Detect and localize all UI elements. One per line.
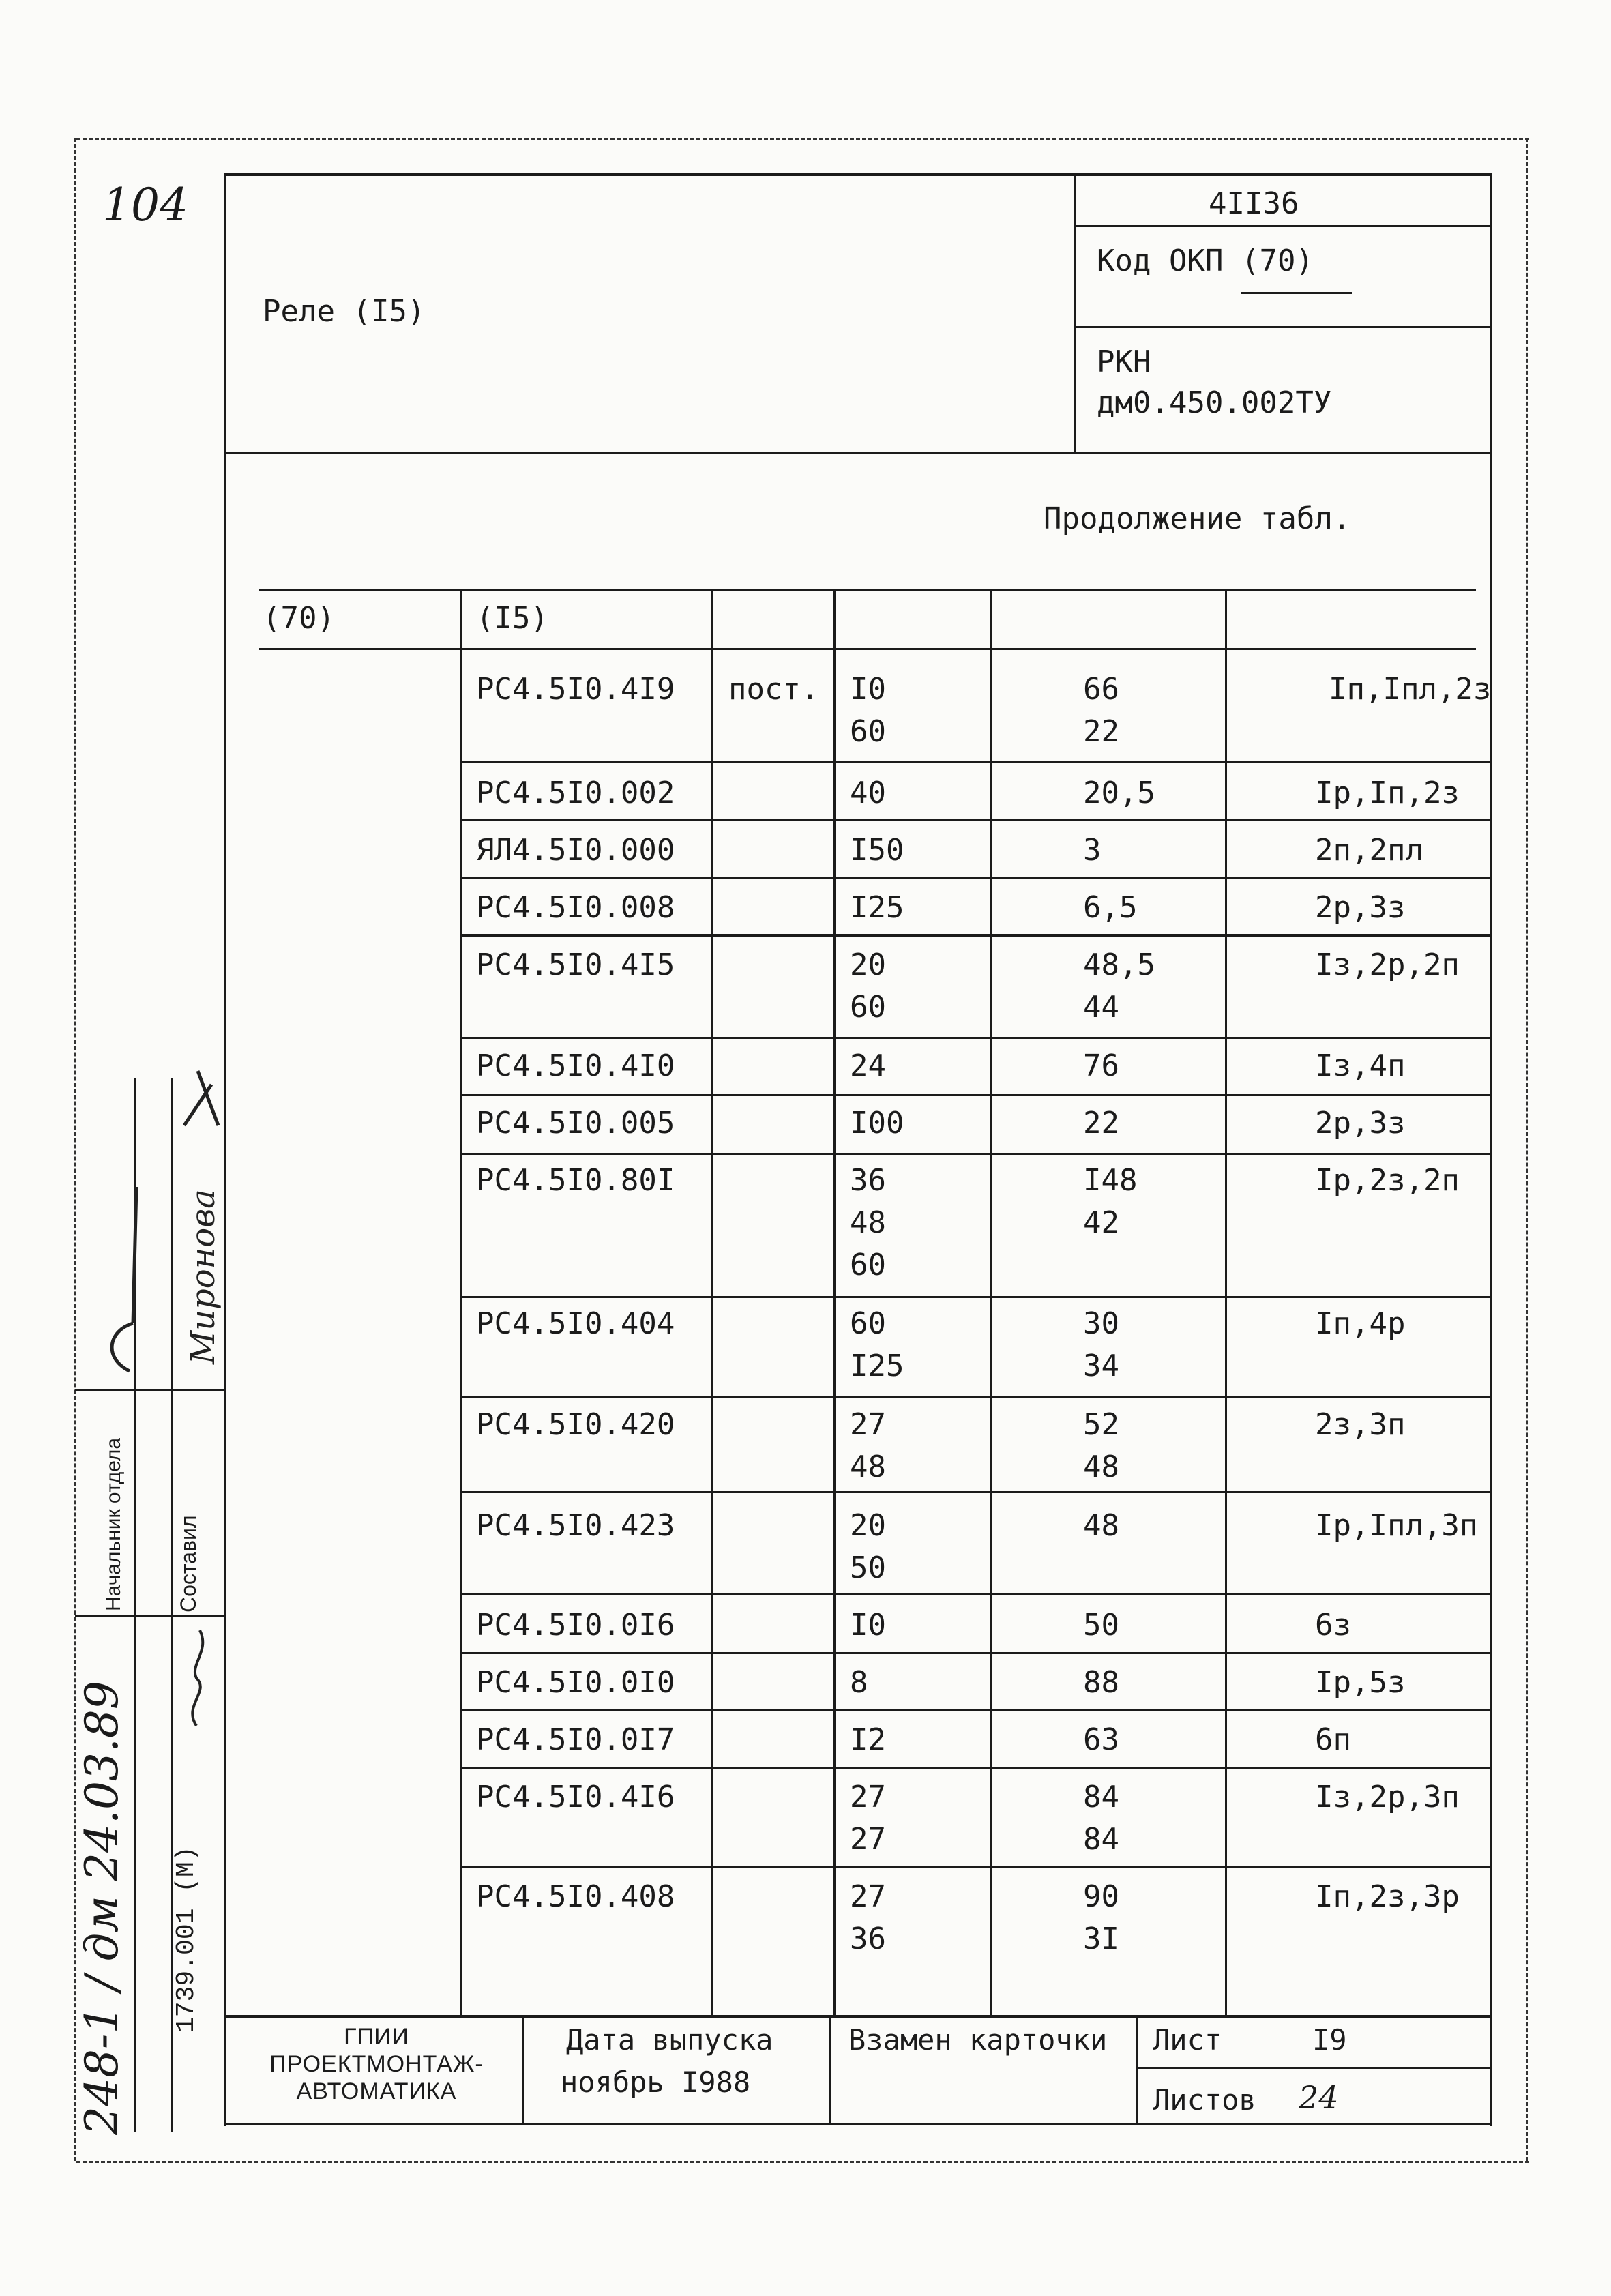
- row-value: 48,5: [1083, 947, 1155, 982]
- row-value: 48: [1083, 1449, 1119, 1484]
- row-voltage: 40: [850, 776, 886, 810]
- row-voltage: 48: [850, 1449, 886, 1484]
- row-separator: [460, 819, 1490, 821]
- page-number: 104: [102, 179, 188, 231]
- row-voltage: 27: [850, 1879, 886, 1914]
- col-header-70: (70): [263, 601, 335, 636]
- card-number: 4II36: [1209, 186, 1299, 221]
- row-voltage: 48: [850, 1205, 886, 1240]
- row-separator: [460, 1767, 1490, 1769]
- signature-head: [82, 1160, 164, 1385]
- release-value: ноябрь I988: [561, 2065, 751, 2099]
- frame-right: [1490, 173, 1492, 2126]
- row-voltage: I0: [850, 672, 886, 707]
- row-code: РС4.5I0.0I0: [476, 1665, 675, 1700]
- row-separator: [460, 1709, 1490, 1711]
- row-contacts: 6з: [1315, 1608, 1351, 1643]
- frame-left: [224, 173, 226, 2126]
- footer-bottom-line: [224, 2123, 1492, 2125]
- row-separator: [460, 1866, 1490, 1868]
- row-value: 34: [1083, 1349, 1119, 1383]
- row-value: 84: [1083, 1822, 1119, 1857]
- row-code: РС4.5I0.4I0: [476, 1048, 675, 1083]
- side-divider-2: [75, 1615, 224, 1617]
- org-line: ПРОЕКТМОНТАЖ-: [269, 2051, 484, 2077]
- row-separator: [460, 761, 1490, 763]
- row-voltage: 60: [850, 714, 886, 749]
- row-code: РС4.5I0.420: [476, 1407, 675, 1442]
- sheets-label: Листов: [1153, 2083, 1256, 2117]
- row-contacts: Iз,4п: [1315, 1048, 1406, 1083]
- col-line-3: [833, 589, 836, 2015]
- sheet-value: I9: [1312, 2023, 1347, 2057]
- continuation-label: Продолжение табл.: [1044, 501, 1351, 536]
- side-divider-1: [75, 1389, 224, 1391]
- row-contacts: Iз,2р,2п: [1315, 947, 1460, 982]
- row-code: РС4.5I0.002: [476, 776, 675, 810]
- row-code: РС4.5I0.4I5: [476, 947, 675, 982]
- sheet-label: Лист: [1153, 2023, 1222, 2057]
- row-separator: [460, 1037, 1490, 1039]
- row-value: 84: [1083, 1780, 1119, 1814]
- signature-composed: [171, 1044, 239, 1139]
- row-code: РС4.5I0.4I9: [476, 672, 675, 707]
- row-value: 22: [1083, 714, 1119, 749]
- row-contacts: 2р,3з: [1315, 1106, 1406, 1140]
- row-voltage: I50: [850, 833, 904, 868]
- composed-name: Миронова: [184, 1189, 222, 1364]
- row-value: 22: [1083, 1106, 1119, 1140]
- row-value: 88: [1083, 1665, 1119, 1700]
- composed-label: Составил: [176, 1515, 201, 1613]
- row-contacts: Iр,Iп,2з: [1315, 776, 1460, 810]
- row-value: 3: [1083, 833, 1102, 868]
- footer-sheet-line: [1136, 2067, 1490, 2069]
- row-contacts: 6п: [1315, 1722, 1351, 1757]
- row-voltage: 20: [850, 1508, 886, 1543]
- row-value: 42: [1083, 1205, 1119, 1240]
- row-voltage: 36: [850, 1922, 886, 1956]
- row-voltage: 8: [850, 1665, 868, 1700]
- row-voltage: 27: [850, 1822, 886, 1857]
- header-bottom-line: [224, 452, 1492, 454]
- row-contacts: Iр,5з: [1315, 1665, 1406, 1700]
- row-separator: [460, 1396, 1490, 1398]
- device-title: Реле (I5): [263, 294, 426, 329]
- row-current: пост.: [728, 672, 819, 707]
- row-contacts: 2п,2пл: [1315, 833, 1423, 868]
- row-value: I48: [1083, 1163, 1138, 1198]
- row-code: РС4.5I0.80I: [476, 1163, 675, 1198]
- row-code: РС4.5I0.423: [476, 1508, 675, 1543]
- row-voltage: I25: [850, 890, 904, 925]
- row-value: 6,5: [1083, 890, 1138, 925]
- row-voltage: 20: [850, 947, 886, 982]
- row-voltage: I0: [850, 1608, 886, 1643]
- row-voltage: I25: [850, 1349, 904, 1383]
- row-voltage: 60: [850, 1248, 886, 1282]
- org-line: ГПИИ: [344, 2024, 409, 2050]
- row-voltage: 60: [850, 990, 886, 1025]
- table-header-top: [259, 589, 1476, 591]
- row-contacts: Iп,Iпл,2з: [1329, 672, 1492, 707]
- col-line-5: [1225, 589, 1227, 2015]
- row-voltage: I00: [850, 1106, 904, 1140]
- okp-code-underline: [1241, 292, 1352, 294]
- head-label: Начальник отдела: [102, 1437, 125, 1611]
- footer-divider-3: [1136, 2015, 1138, 2123]
- row-value: 90: [1083, 1879, 1119, 1914]
- footer-divider-1: [522, 2015, 524, 2123]
- row-value: 30: [1083, 1306, 1119, 1341]
- release-label: Дата выпуска: [566, 2023, 773, 2057]
- col-header-i5: (I5): [476, 601, 548, 636]
- row-separator: [460, 1153, 1490, 1155]
- row-value: 48: [1083, 1508, 1119, 1543]
- frame-top: [224, 173, 1492, 176]
- col-line-2: [711, 589, 713, 2015]
- row-code: РС4.5I0.4I6: [476, 1780, 675, 1814]
- okp-code-value: (70): [1241, 244, 1314, 278]
- row-code: РС4.5I0.404: [476, 1306, 675, 1341]
- sheets-value: 24: [1299, 2079, 1339, 2116]
- header-divider: [1074, 173, 1076, 452]
- row-separator: [460, 1094, 1490, 1096]
- row-code: РС4.5I0.408: [476, 1879, 675, 1914]
- row-code: РС4.5I0.0I6: [476, 1608, 675, 1643]
- row-separator: [460, 934, 1490, 937]
- row-value: 3I: [1083, 1922, 1119, 1956]
- row-separator: [460, 1652, 1490, 1654]
- footer-top-line: [224, 2015, 1492, 2018]
- signature-small: [176, 1623, 224, 1733]
- row-separator: [460, 1593, 1490, 1595]
- row-code: РС4.5I0.0I7: [476, 1722, 675, 1757]
- okp-code-label: Код ОКП: [1097, 244, 1224, 278]
- col-line-4: [990, 589, 992, 2015]
- row-voltage: 27: [850, 1407, 886, 1442]
- header-right-line-2: [1074, 326, 1492, 328]
- row-code: ЯЛ4.5I0.000: [476, 833, 675, 868]
- row-separator: [460, 1296, 1490, 1298]
- table-header-bottom: [259, 648, 1476, 650]
- registry-code: 1739.001 (М): [172, 1846, 201, 2033]
- row-voltage: 24: [850, 1048, 886, 1083]
- rkn-value: дм0.450.002ТУ: [1097, 385, 1332, 420]
- outer-border-top: [76, 138, 1529, 140]
- row-separator: [460, 1491, 1490, 1493]
- row-voltage: 27: [850, 1780, 886, 1814]
- row-contacts: Iп,2з,3р: [1315, 1879, 1460, 1914]
- row-value: 63: [1083, 1722, 1119, 1757]
- header-right-line-1: [1074, 225, 1492, 227]
- row-value: 44: [1083, 990, 1119, 1025]
- rkn-label: РКН: [1097, 344, 1151, 379]
- replace-label: Взамен карточки: [848, 2023, 1108, 2057]
- row-value: 76: [1083, 1048, 1119, 1083]
- org-line: АВТОМАТИКА: [296, 2078, 457, 2104]
- row-separator: [460, 877, 1490, 879]
- col-line-1: [460, 589, 462, 2015]
- row-contacts: Iп,4р: [1315, 1306, 1406, 1341]
- row-code: РС4.5I0.008: [476, 890, 675, 925]
- row-value: 52: [1083, 1407, 1119, 1442]
- stamp-handwritten: 248-1 / дм 24.03.89: [76, 1681, 128, 2135]
- outer-border-right: [1526, 138, 1528, 2161]
- row-voltage: I2: [850, 1722, 886, 1757]
- row-contacts: 2з,3п: [1315, 1407, 1406, 1442]
- row-voltage: 50: [850, 1550, 886, 1585]
- org-name: [240, 2023, 513, 2105]
- row-voltage: 60: [850, 1306, 886, 1341]
- row-value: 20,5: [1083, 776, 1155, 810]
- row-code: РС4.5I0.005: [476, 1106, 675, 1140]
- row-contacts: 2р,3з: [1315, 890, 1406, 925]
- row-voltage: 36: [850, 1163, 886, 1198]
- footer-divider-2: [829, 2015, 831, 2123]
- row-contacts: Iр,2з,2п: [1315, 1163, 1460, 1198]
- row-value: 50: [1083, 1608, 1119, 1643]
- row-contacts: Iз,2р,3п: [1315, 1780, 1460, 1814]
- row-value: 66: [1083, 672, 1119, 707]
- row-contacts: Iр,Iпл,3п: [1315, 1508, 1478, 1543]
- outer-border-bottom: [76, 2161, 1529, 2163]
